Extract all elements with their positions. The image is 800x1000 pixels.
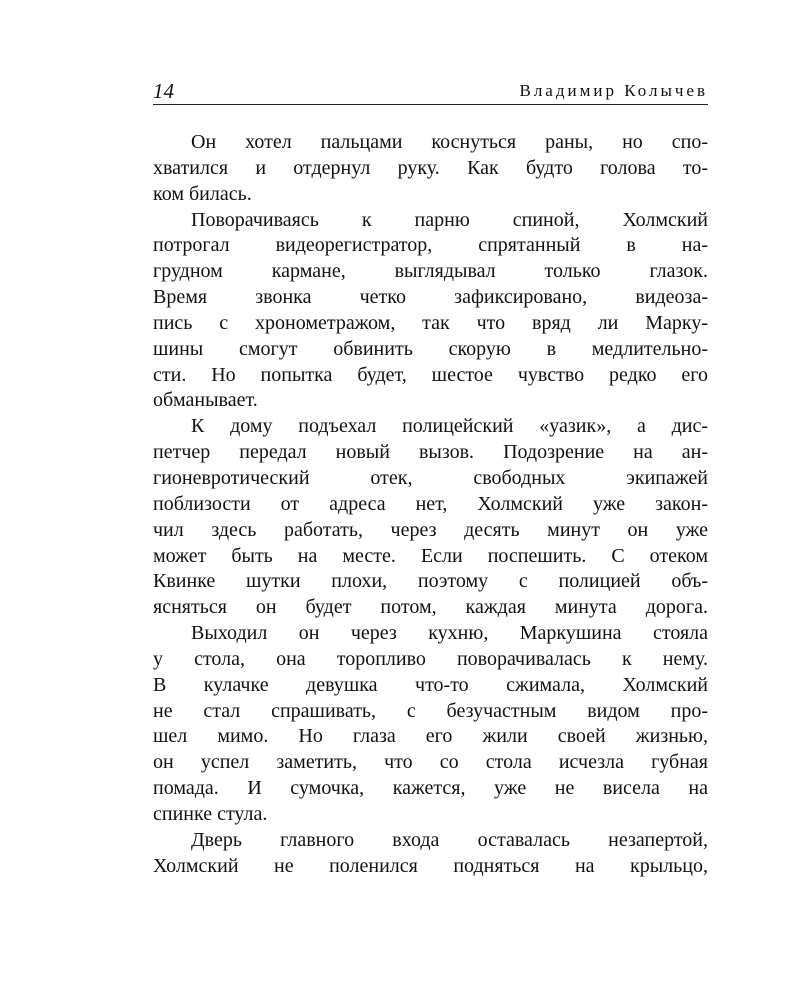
text-line: гионевротический отек, свободных экипажей bbox=[153, 466, 708, 489]
text-line: он успел заметить, что со стола исчезла губная bbox=[153, 751, 708, 774]
text-line: Поворачиваясь к парню спиной, Холмский bbox=[191, 208, 708, 231]
text-line: Время звонка четко зафиксировано, видеоза- bbox=[153, 286, 708, 309]
text-line: грудном кармане, выглядывал только глазок. bbox=[153, 260, 708, 283]
text-line: помада. И сумочка, кажется, уже не висела на bbox=[153, 777, 708, 800]
text-line: может быть на месте. Если поспешить. С отеком bbox=[153, 544, 708, 567]
text-line: Дверь главного входа оставалась незапертой, bbox=[191, 828, 708, 851]
text-line: спинке стула. bbox=[153, 802, 268, 825]
text-line: пись с хронометражом, так что вряд ли Марку- bbox=[153, 311, 708, 334]
text-line: ком билась. bbox=[153, 182, 252, 205]
page-number: 14 bbox=[153, 79, 174, 103]
text-line: не стал спрашивать, с безучастным видом про- bbox=[153, 699, 708, 722]
text-line: Он хотел пальцами коснуться раны, но спо- bbox=[191, 131, 708, 153]
text-line: поблизости от адреса нет, Холмский уже закон- bbox=[153, 492, 708, 515]
text-line: Квинке шутки плохи, поэтому с полицией объ- bbox=[153, 570, 708, 593]
text-line: петчер передал новый вызов. Подозрение на ан- bbox=[153, 441, 708, 464]
text-line: хватился и отдернул руку. Как будто голова то- bbox=[153, 156, 708, 179]
text-line: потрогал видеорегистратор, спрятанный в на- bbox=[153, 234, 708, 257]
text-line: шины смогут обвинить скорую в медлительно- bbox=[153, 337, 708, 360]
text-line: В кулачке девушка что-то сжимала, Холмский bbox=[153, 673, 708, 696]
text-line: обманывает. bbox=[153, 389, 258, 412]
text-line: сти. Но попытка будет, шестое чувство редко его bbox=[153, 363, 708, 386]
text-line: ясняться он будет потом, каждая минута дорога. bbox=[153, 596, 708, 619]
text-line: у стола, она торопливо поворачивалась к нему. bbox=[153, 647, 708, 670]
text-line: К дому подъехал полицейский «уазик», а дис- bbox=[191, 415, 708, 438]
body-text bbox=[153, 130, 708, 879]
text-line: чил здесь работать, через десять минут он уже bbox=[153, 518, 708, 541]
text-line: Холмский не поленился подняться на крыльцо, bbox=[153, 854, 708, 877]
running-header bbox=[153, 78, 708, 105]
text-line: Выходил он через кухню, Маркушина стояла bbox=[191, 622, 708, 645]
text-line: шел мимо. Но глаза его жили своей жизнью, bbox=[153, 725, 708, 748]
author-running-head: Владимир Колычев bbox=[519, 81, 708, 100]
